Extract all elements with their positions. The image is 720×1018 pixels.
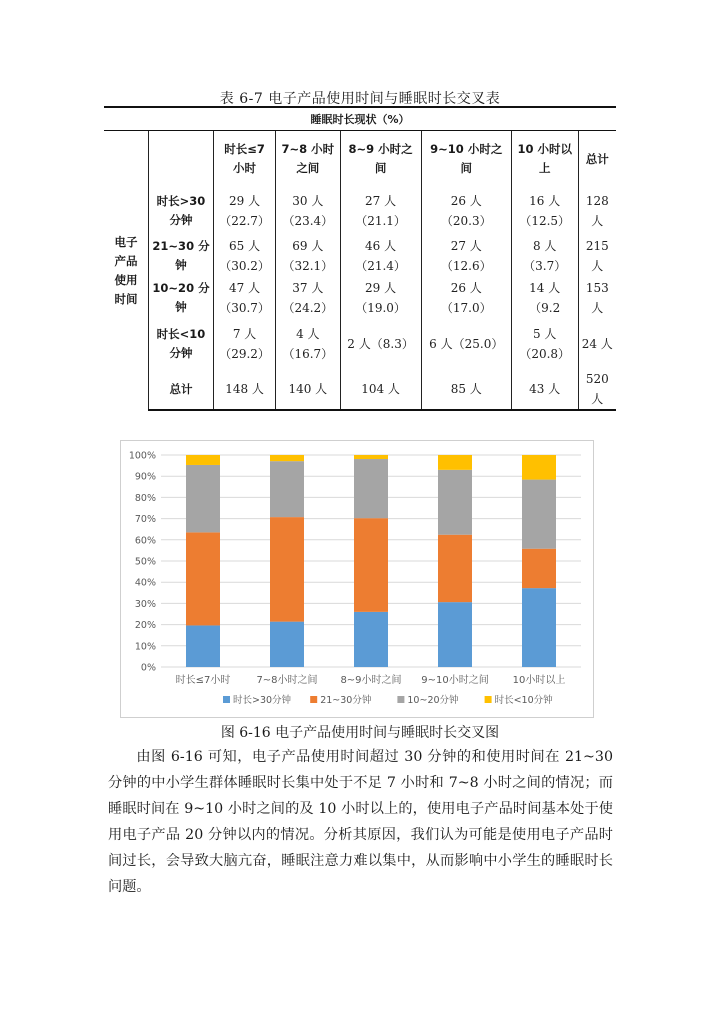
y-tick-label: 100% bbox=[128, 450, 156, 462]
bar-segment bbox=[354, 518, 388, 612]
table-corner-cell bbox=[149, 131, 214, 188]
col-header-2: 7~8 小时 之间 bbox=[276, 131, 340, 188]
table-cell: 26 人 （17.0） bbox=[421, 277, 511, 319]
legend-swatch bbox=[223, 696, 230, 703]
table-caption: 表 6-7 电子产品使用时间与睡眠时长交叉表 bbox=[219, 91, 501, 107]
x-tick-label: 时长≤7小时 bbox=[175, 675, 231, 686]
col-header-3: 8~9 小时之 间 bbox=[340, 131, 421, 188]
table-super-header: 睡眠时长现状（%） bbox=[104, 107, 616, 131]
cross-table bbox=[104, 106, 616, 411]
stacked-bar-chart bbox=[120, 440, 594, 718]
table-cell: 43 人 bbox=[511, 369, 578, 410]
bar-segment bbox=[522, 588, 556, 667]
y-tick-label: 50% bbox=[134, 556, 156, 568]
bar-segment bbox=[186, 532, 220, 625]
table-cell: 4 人 （16.7） bbox=[276, 319, 340, 369]
row-label-4: 时长<10 分钟 bbox=[149, 319, 214, 369]
col-header-1: 时长≤7 小时 bbox=[214, 131, 276, 188]
y-tick-label: 30% bbox=[134, 598, 156, 610]
table-cell: 520 人 bbox=[578, 369, 616, 410]
table-cell: 26 人 （20.3） bbox=[421, 187, 511, 235]
x-tick-label: 10小时以上 bbox=[512, 675, 566, 686]
y-tick-label: 40% bbox=[134, 577, 156, 589]
bar-segment bbox=[270, 622, 304, 667]
legend-swatch bbox=[397, 696, 404, 703]
table-cell: 8 人 （3.7） bbox=[511, 235, 578, 277]
bar-segment bbox=[438, 470, 472, 535]
legend-label: 10~20分钟 bbox=[407, 695, 459, 706]
row-label-1: 时长>30 分钟 bbox=[149, 187, 214, 235]
bar-segment bbox=[438, 602, 472, 667]
bar-segment bbox=[186, 455, 220, 465]
col-header-total: 总计 bbox=[585, 151, 609, 166]
row-label-total: 总计 bbox=[149, 369, 214, 410]
table-cell: 140 人 bbox=[276, 369, 340, 410]
table-cell: 30 人 （23.4） bbox=[276, 187, 340, 235]
col-header-4: 9~10 小时之 间 bbox=[421, 131, 511, 188]
table-cell: 27 人 （21.1） bbox=[340, 187, 421, 235]
chart-canvas bbox=[121, 441, 593, 717]
table-super-header-row bbox=[104, 107, 616, 131]
row-label-3: 10~20 分 钟 bbox=[149, 277, 214, 319]
bar-segment bbox=[186, 625, 220, 667]
table-cell: 2 人（8.3） bbox=[340, 319, 421, 369]
y-tick-label: 80% bbox=[134, 492, 156, 504]
bar-segment bbox=[354, 459, 388, 518]
body-paragraph: 由图 6-16 可知，电子产品使用时间超过 30 分钟的和使用时间在 21~30 分钟的中小学生群体睡眠时长集中处于不足 7 小时和 7~8 小时之间的情况；而睡眠时间在 9~10 小时之间的及 10 小时以上的，使用电子产品时间基本处于使用电子产品 20 分钟以内的情况。分析其原因，我们认为可能是使用电子产品时间过长，会导致大脑亢奋，睡眠注意力难以集中，从而影响中小学生的睡眠时长问题。 bbox=[108, 749, 613, 895]
x-tick-label: 7~8小时之间 bbox=[256, 675, 318, 686]
figure-caption: 图 6-16 电子产品使用时间与睡眠时长交叉图 bbox=[220, 725, 500, 741]
table-cell: 6 人（25.0） bbox=[421, 319, 511, 369]
table-cell: 5 人 （20.8） bbox=[511, 319, 578, 369]
x-tick-label: 8~9小时之间 bbox=[340, 675, 402, 686]
table-cell: 65 人 （30.2） bbox=[214, 235, 276, 277]
table-cell: 24 人 bbox=[581, 337, 613, 351]
legend-label: 21~30分钟 bbox=[320, 695, 372, 706]
legend-label: 时长<10分钟 bbox=[494, 695, 553, 706]
legend-label: 时长>30分钟 bbox=[233, 695, 292, 706]
table-cell: 104 人 bbox=[340, 369, 421, 410]
table-row bbox=[104, 235, 616, 277]
table-cell: 46 人 （21.4） bbox=[340, 235, 421, 277]
table-cell: 14 人 （9.2 bbox=[511, 277, 578, 319]
bar-segment bbox=[438, 455, 472, 470]
table-cell: 29 人 （22.7） bbox=[214, 187, 276, 235]
table-cell: 153 人 bbox=[585, 281, 609, 315]
x-tick-label: 9~10小时之间 bbox=[421, 675, 489, 686]
table-cell: 16 人 （12.5） bbox=[511, 187, 578, 235]
y-tick-label: 90% bbox=[134, 471, 156, 483]
legend-swatch bbox=[485, 696, 492, 703]
table-row bbox=[104, 187, 616, 235]
bar-segment bbox=[186, 465, 220, 532]
table-cell: 29 人 （19.0） bbox=[340, 277, 421, 319]
y-tick-label: 70% bbox=[134, 514, 156, 526]
table-cell: 85 人 bbox=[421, 369, 511, 410]
y-tick-label: 60% bbox=[134, 535, 156, 547]
col-header-5: 10 小时以 上 bbox=[511, 131, 578, 188]
bar-segment bbox=[270, 517, 304, 622]
y-tick-label: 0% bbox=[140, 662, 156, 674]
table-cell: 215 人 bbox=[585, 239, 609, 273]
table-row bbox=[104, 369, 616, 410]
bar-segment bbox=[270, 461, 304, 517]
bar-segment bbox=[354, 612, 388, 667]
table-cell: 69 人 （32.1） bbox=[276, 235, 340, 277]
y-tick-label: 10% bbox=[134, 641, 156, 653]
table-cell: 128 人 bbox=[585, 194, 609, 228]
table-cell: 148 人 bbox=[214, 369, 276, 410]
table-cell: 47 人 （30.7） bbox=[214, 277, 276, 319]
table-cell: 7 人 （29.2） bbox=[214, 319, 276, 369]
legend-swatch bbox=[310, 696, 317, 703]
row-label-2: 21~30 分 钟 bbox=[149, 235, 214, 277]
y-tick-label: 20% bbox=[134, 620, 156, 632]
bar-segment bbox=[522, 549, 556, 588]
bar-segment bbox=[270, 455, 304, 461]
table-row bbox=[104, 277, 616, 319]
bar-segment bbox=[522, 455, 556, 480]
bar-segment bbox=[438, 535, 472, 602]
bar-segment bbox=[354, 455, 388, 459]
table-row bbox=[104, 319, 616, 369]
table-column-header-row bbox=[104, 131, 616, 188]
table-cell: 37 人 （24.2） bbox=[276, 277, 340, 319]
bar-segment bbox=[522, 480, 556, 549]
table-cell: 27 人 （12.6） bbox=[421, 235, 511, 277]
row-group-label: 电子 产品 使用 时间 bbox=[104, 131, 149, 411]
